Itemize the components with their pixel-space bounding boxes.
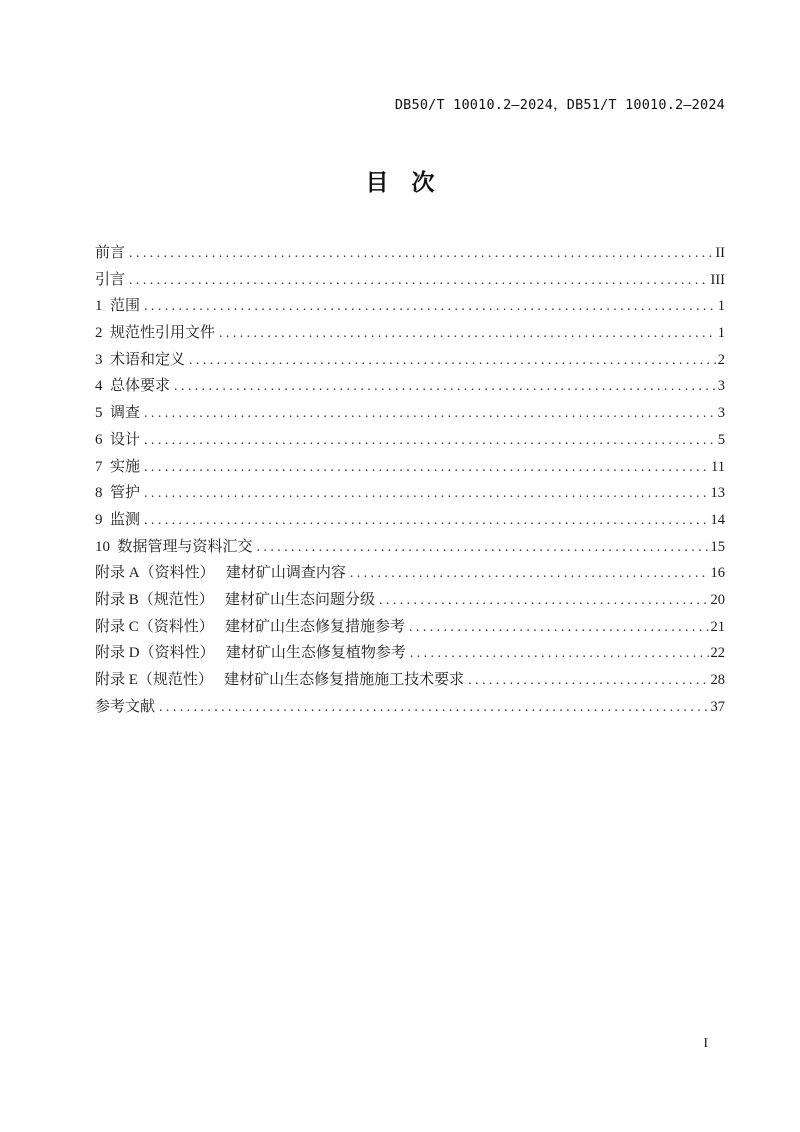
toc-entry — [95, 240, 725, 267]
toc-entry-label: 7 实施 — [95, 458, 141, 475]
toc-entry-label: 1 范围 — [95, 298, 141, 315]
toc-entry — [95, 507, 725, 534]
toc-entry-page: 11 — [711, 458, 725, 475]
toc-entry — [95, 694, 725, 721]
document-number-header: DB50/T 10010.2—2024，DB51/T 10010.2—2024 — [394, 97, 725, 113]
toc-entry — [95, 587, 725, 614]
toc-entry-page: 2 — [717, 351, 725, 368]
toc-entry — [95, 534, 725, 561]
toc-entry — [95, 267, 725, 294]
toc-entry — [95, 560, 725, 587]
toc-entry-page: 1 — [717, 325, 725, 342]
dot-leader — [174, 374, 716, 400]
toc-entry-label: 5 调查 — [95, 405, 141, 422]
toc-entry-label: 附录 A（资料性） 建材矿山调查内容 — [95, 565, 346, 582]
toc-entry-label: 8 管护 — [95, 485, 141, 502]
toc-entry-label: 4 总体要求 — [95, 378, 171, 395]
dot-leader — [257, 535, 709, 561]
toc-entry — [95, 347, 725, 374]
toc-entry-label: 附录 E（规范性） 建材矿山生态修复措施施工技术要求 — [95, 672, 465, 688]
toc-entry-label: 3 术语和定义 — [95, 351, 186, 368]
toc-entry — [95, 480, 725, 507]
toc-entry — [95, 373, 725, 400]
toc-entry — [95, 614, 725, 641]
toc-entry-label: 附录 D（资料性） 建材矿山生态修复植物参考 — [95, 645, 406, 662]
toc-entry-label: 9 监测 — [95, 511, 141, 528]
dot-leader — [129, 268, 708, 294]
toc-entry-page: 21 — [710, 618, 725, 635]
dot-leader — [468, 668, 708, 694]
toc-entry-label: 2 规范性引用文件 — [95, 325, 216, 342]
toc-entry-label: 6 设计 — [95, 431, 141, 448]
dot-leader — [379, 588, 708, 614]
toc-entry — [95, 293, 725, 320]
toc-entry-page: 13 — [710, 485, 725, 502]
footer-page-number: I — [703, 1036, 708, 1051]
dot-leader — [159, 695, 708, 721]
toc-entry — [95, 454, 725, 481]
dot-leader — [144, 428, 716, 454]
toc-entry-label: 10 数据管理与资料汇交 — [95, 538, 253, 555]
toc-entry-page: 15 — [710, 538, 725, 555]
toc-entry-page: II — [715, 245, 725, 261]
toc-entry-page: III — [710, 271, 725, 288]
toc-entry — [95, 427, 725, 454]
toc-entry — [95, 667, 725, 694]
toc-entry-page: 14 — [710, 511, 725, 528]
toc-entry-label: 附录 C（资料性） 建材矿山生态修复措施参考 — [95, 618, 406, 635]
dot-leader — [409, 615, 708, 641]
toc-list — [95, 240, 725, 720]
toc-entry-page: 28 — [710, 672, 725, 688]
dot-leader — [144, 455, 709, 481]
dot-leader — [410, 641, 709, 667]
dot-leader — [144, 481, 708, 507]
dot-leader — [144, 508, 708, 534]
toc-entry-page: 22 — [710, 645, 725, 662]
toc-entry-label: 附录 B（规范性） 建材矿山生态问题分级 — [95, 591, 376, 608]
toc-entry-page: 3 — [717, 378, 725, 395]
toc-entry-page: 37 — [710, 698, 725, 715]
toc-entry-label: 引言 — [95, 271, 126, 288]
toc-entry-label: 参考文献 — [95, 698, 156, 715]
dot-leader — [350, 561, 709, 587]
toc-entry-label: 前言 — [95, 245, 126, 261]
dot-leader — [129, 241, 713, 267]
toc-entry-page: 1 — [717, 298, 725, 315]
dot-leader — [189, 348, 716, 374]
toc-entry — [95, 640, 725, 667]
dot-leader — [144, 401, 716, 427]
dot-leader — [219, 321, 716, 347]
toc-entry-page: 16 — [710, 565, 725, 582]
toc-entry-page: 20 — [710, 591, 725, 608]
toc-entry-page: 3 — [717, 405, 725, 422]
page-title: 目 次 — [365, 170, 435, 195]
dot-leader — [144, 294, 716, 320]
toc-entry — [95, 400, 725, 427]
toc-entry-page: 5 — [717, 431, 725, 448]
toc-entry — [95, 320, 725, 347]
